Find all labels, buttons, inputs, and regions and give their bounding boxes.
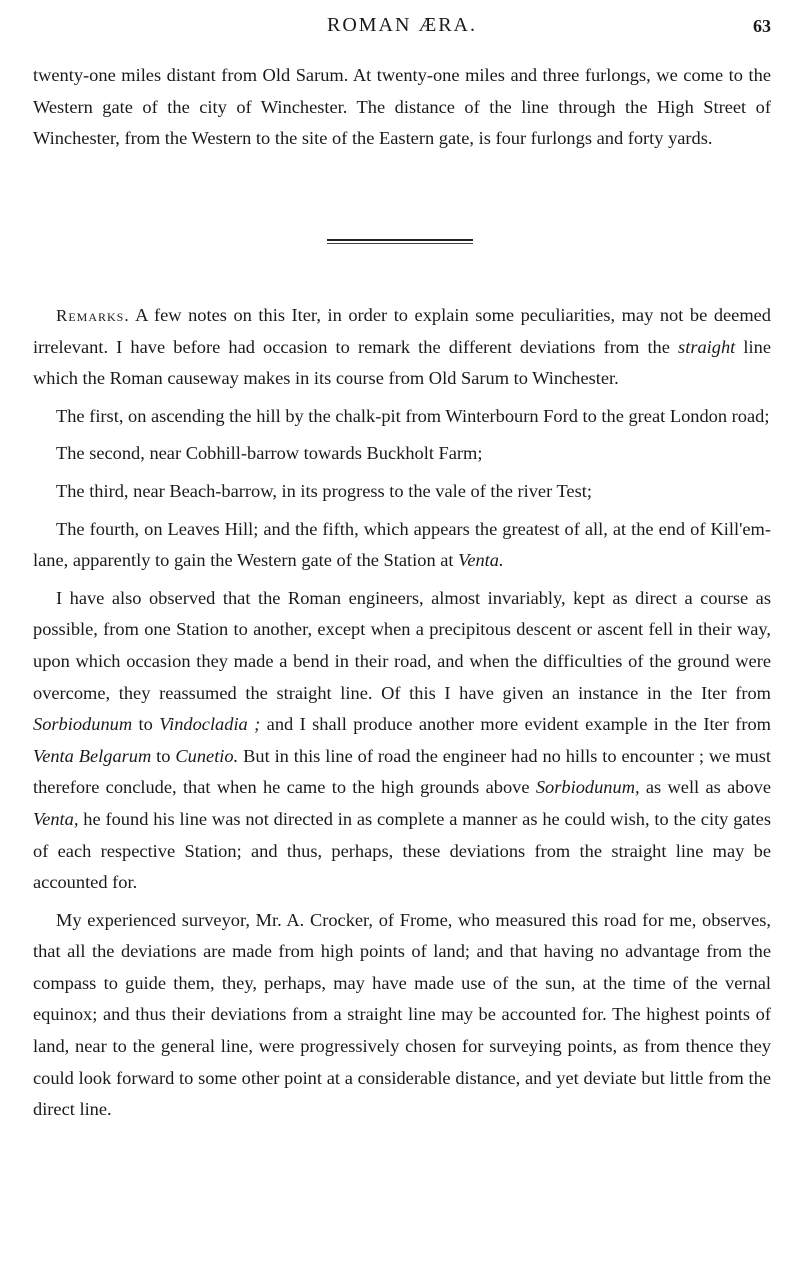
- remarks-paragraph-5: [33, 514, 771, 577]
- remarks-p6-italic-cunetio: Cunetio.: [175, 745, 239, 766]
- remarks-paragraph-3: The second, near Cobhill-barrow towards Buckholt Farm;: [56, 443, 483, 464]
- remarks-p1-text-c: line which the Roman causeway makes in its course from Old Sarum to Winchester.: [33, 336, 771, 389]
- remarks-p5-text-a: The fourth, on Leaves Hill; and the fifth, which appears the greatest of all, at the end of Kill'em-lane, apparently to gain the Western gate of the Station at: [33, 518, 771, 571]
- running-head: [33, 14, 771, 44]
- remarks-p1-italic-straight: straight: [678, 336, 736, 357]
- section-divider-rule: [327, 238, 473, 246]
- remarks-p6-italic-sorbiodunum-2: Sorbiodunum,: [535, 777, 640, 798]
- remarks-p6-italic-venta-belgarum: Venta Belgarum: [33, 745, 152, 766]
- remarks-p6-text-m: he found his line was not directed in as complete a manner as he could wish, to the city gates of each respective Station; and thus, perhaps, these deviations from the straight line may be accounted for.: [33, 808, 771, 893]
- remarks-p6-text-k: as well as above: [639, 777, 771, 798]
- remarks-p6-text-i: But in this line of road the engineer had no hills to encounter ; we must therefore conclude, that when he came to the high grounds above: [33, 745, 771, 798]
- remarks-p5-italic-venta: Venta.: [458, 550, 504, 571]
- remarks-p6-text-c: to: [132, 714, 160, 735]
- running-title: ROMAN ÆRA.: [326, 14, 478, 36]
- remarks-paragraph-6: [33, 583, 771, 899]
- remarks-p6-italic-venta-2: Venta,: [33, 808, 79, 829]
- remarks-p6-text-g: to: [151, 745, 176, 766]
- remarks-paragraph-7: My experienced surveyor, Mr. A. Crocker, of Frome, who measured this road for me, observes, that all the deviations are made from high points of land; and that having no advantage from the compass to guide them, they, perhaps, may have made use of the sun, at the time of the vernal equinox; and thus their deviations from a straight line may be accounted for. The highest points of land, near to the general line, were progressively chosen for surveying points, as from thence they could look forward to some other point at a considerable distance, and yet deviate but little from the direct line.: [33, 909, 771, 1120]
- remarks-section: [33, 300, 771, 1132]
- remarks-paragraph-2: The first, on ascending the hill by the chalk-pit from Winterbourn Ford to the great London road;: [56, 405, 770, 426]
- page-number: 63: [753, 16, 771, 36]
- remarks-p6-italic-vindocladia: Vindocladia ;: [159, 714, 261, 735]
- remarks-paragraph-4: The third, near Beach-barrow, in its progress to the vale of the river Test;: [56, 480, 592, 501]
- divider-line-thin: [327, 243, 473, 244]
- divider-line-thick: [327, 239, 473, 241]
- remarks-paragraph-1: [33, 300, 771, 395]
- remarks-p6-italic-sorbiodunum: Sorbiodunum: [33, 714, 133, 735]
- remarks-p1-text-a: A few notes on this Iter, in order to explain some peculiarities, may not be deemed irrelevant. I have before had occasion to remark the different deviations from the: [33, 305, 771, 357]
- intro-text: [33, 60, 771, 155]
- remarks-p6-text-e: and I shall produce another more evident example in the Iter from: [260, 714, 771, 735]
- intro-paragraph: twenty-one miles distant from Old Sarum. At twenty-one miles and three furlongs, we come to the Western gate of the city of Winchester. The distance of the line through the High Street of Winchester, from the Western to the site of the Eastern gate, is four furlongs and forty yards.: [33, 65, 771, 149]
- remarks-heading: Remarks.: [56, 306, 130, 325]
- remarks-p6-text-a: I have also observed that the Roman engineers, almost invariably, kept as direct a course as possible, from one Station to another, except when a precipitous descent or ascent fell in their way, upon which occasion they made a bend in their road, and when the difficulties of the ground were overcome, they reassumed the straight line. Of this I have given an instance in the Iter from: [33, 587, 771, 703]
